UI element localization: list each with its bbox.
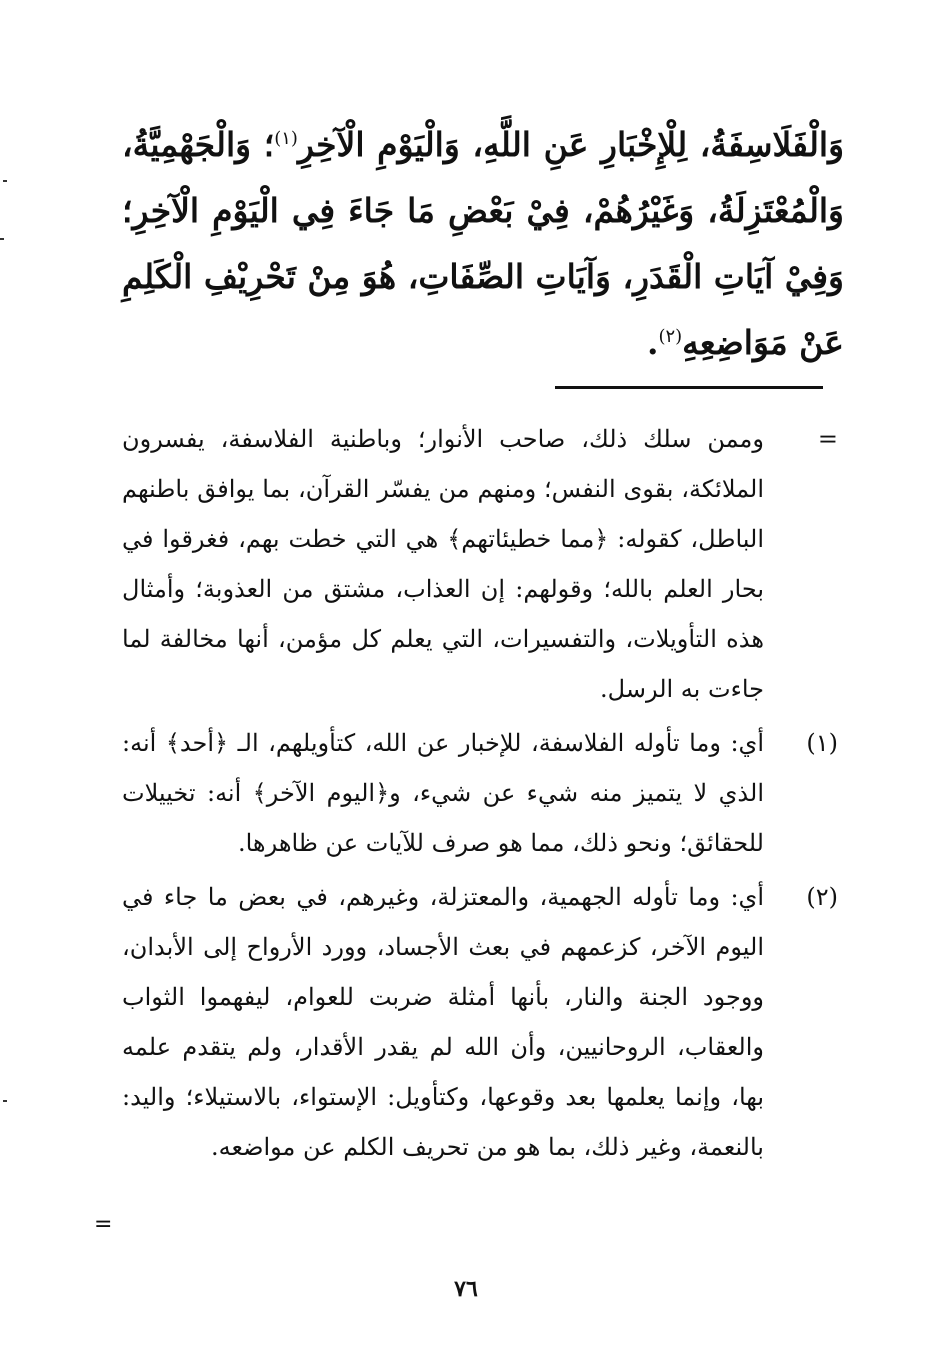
- footnote-marker: =: [817, 425, 838, 453]
- main-text-part-3: .: [646, 323, 659, 362]
- scan-mark: [0, 238, 4, 240]
- footnote-1: [122, 718, 844, 868]
- scan-mark: [3, 180, 7, 182]
- page-number: ٧٦: [454, 1276, 478, 1302]
- footnote-marker: (٢): [806, 883, 838, 911]
- main-text-part-1: وَالْفَلَاسِفَةُ، لِلْإِخْبَارِ عَنِ اللَّهِ، وَالْيَوْمِ الْآخِرِ: [297, 125, 845, 164]
- footnote-separator: [555, 386, 823, 389]
- continuation-mark: =: [94, 1212, 113, 1237]
- footnote-text: أي: وما تأوله الفلاسفة، للإخبار عن الله، كتأويلهم، الـ ﴿أحد﴾ أنه: الذي لا يتميز منه شيء عن شيء، و﴿اليوم الآخر﴾ أنه: تخييلات للحقائق؛ ونحو ذلك، مما هو صرف للآيات عن ظاهرها.: [122, 729, 765, 857]
- footnote-text: وممن سلك ذلك، صاحب الأنوار؛ وباطنية الفلاسفة، يفسرون الملائكة، بقوى النفس؛ ومنهم من يفسّر القرآن، بما يوافق باطنهم الباطل، كقوله: ﴿مما خطيئاتهم﴾ هي التي خطت بهم، فغرقوا في بحار العلم بالله؛ وقولهم: إن العذاب، مشتق من العذوبة؛ وأمثال هذه التأويلات، والتفسيرات، التي يعلم كل مؤمن، أنها مخالفة لما جاءت به الرسل.: [122, 425, 764, 703]
- footnote-continued: [122, 414, 844, 714]
- main-text: [122, 112, 844, 376]
- footnote-2: [122, 872, 844, 1172]
- main-text-part-2: ؛ وَالْجَهْمِيَّةُ، وَالْمُعْتَزِلَةُ، وَغَيْرُهُمْ، فِيْ بَعْضِ مَا جَاءَ فِي الْيَوْمِ الْآخِرِ؛ وَفِيْ آيَاتِ الْقَدَرِ، وَآيَاتِ الصِّفَاتِ، هُوَ مِنْ تَحْرِيْفِ الْكَلِمِ عَنْ مَوَاضِعِهِ: [122, 125, 844, 362]
- scan-mark: [3, 1100, 7, 1102]
- footnote-marker: (١): [806, 729, 838, 757]
- footnotes: [122, 414, 844, 1176]
- footnote-ref-1: (١): [274, 128, 298, 149]
- footnote-ref-2: (٢): [658, 326, 683, 347]
- footnote-text: أي: وما تأوله الجهمية، والمعتزلة، وغيرهم، في بعض ما جاء في اليوم الآخر، كزعمهم في بعث الأجساد، وورد الأرواح إلى الأبدان، ووجود الجنة والنار، بأنها أمثلة ضربت للعوام، ليفهموا الثواب والعقاب، الروحانيين، وأن الله لم يقدر الأقدار، ولم يتقدم علمه بها، وإنما يعلمها بعد وقوعها، وكتأويل: الإستواء، بالاستيلاء؛ واليد: بالنعمة، وغير ذلك، بما هو من تحريف الكلم عن مواضعه.: [122, 883, 764, 1161]
